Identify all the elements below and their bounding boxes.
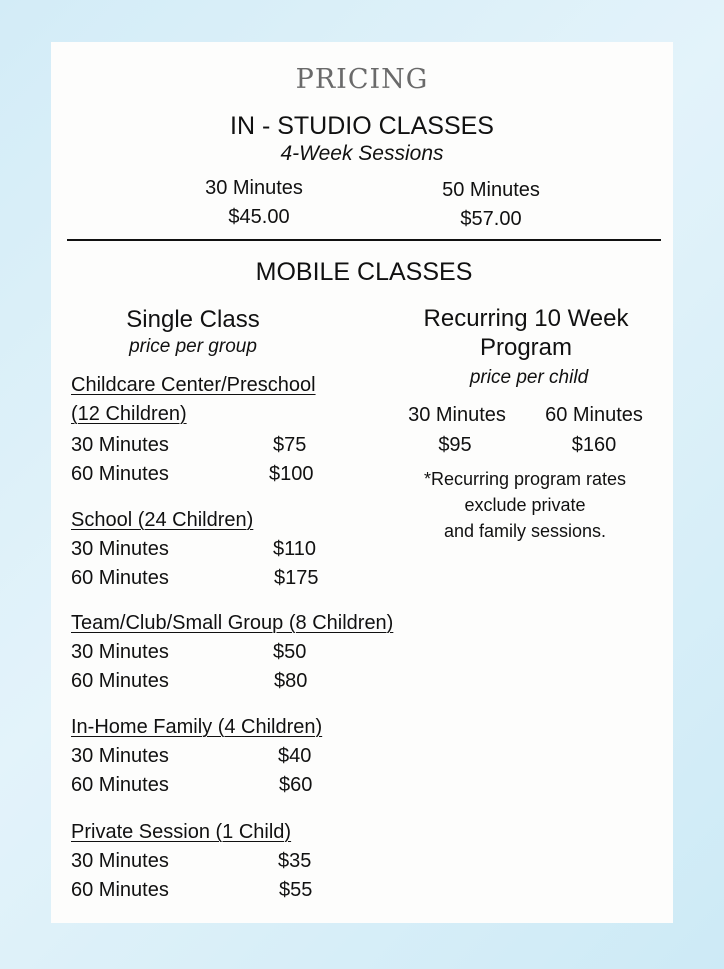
recurring-heading: Recurring 10 Week xyxy=(423,305,629,332)
row-duration: 30 Minutes xyxy=(71,434,169,456)
row-duration: 30 Minutes xyxy=(71,850,169,872)
row-price: $175 xyxy=(274,567,319,589)
row-duration: 30 Minutes xyxy=(71,538,169,560)
row-duration: 60 Minutes xyxy=(71,774,169,796)
studio-option-duration: 50 Minutes xyxy=(442,179,540,201)
group-label-family: In-Home Family (4 Children) xyxy=(71,716,323,738)
group-label-team: Team/Club/Small Group (8 Children) xyxy=(71,612,394,634)
group-label-childcare: Childcare Center/Preschool xyxy=(71,374,316,396)
row-price: $40 xyxy=(278,745,312,767)
row-price: $110 xyxy=(273,538,317,560)
single-class-subheading: price per group xyxy=(129,336,257,357)
row-price: $75 xyxy=(273,434,307,456)
studio-heading: IN - STUDIO CLASSES xyxy=(230,112,494,140)
row-price: $55 xyxy=(279,879,313,901)
section-divider xyxy=(67,239,661,241)
group-label-private: Private Session (1 Child) xyxy=(71,821,292,843)
row-duration: 30 Minutes xyxy=(71,641,169,663)
row-price: $60 xyxy=(279,774,313,796)
group-label-school: School (24 Children) xyxy=(71,509,254,531)
mobile-heading: MOBILE CLASSES xyxy=(255,258,473,286)
recurring-option-duration: 60 Minutes xyxy=(545,404,643,426)
single-class-heading: Single Class xyxy=(126,306,260,333)
studio-option-price: $57.00 xyxy=(460,208,522,230)
recurring-note-line: and family sessions. xyxy=(443,521,607,541)
recurring-note-line: *Recurring program rates xyxy=(423,469,627,489)
pricing-card xyxy=(51,42,673,923)
row-price: $80 xyxy=(274,670,308,692)
recurring-subheading: price per child xyxy=(469,367,589,388)
row-price: $35 xyxy=(278,850,312,872)
recurring-heading-line2: Program xyxy=(479,334,573,361)
recurring-option-price: $95 xyxy=(438,434,472,456)
row-price: $50 xyxy=(273,641,307,663)
recurring-option-duration: 30 Minutes xyxy=(408,404,506,426)
recurring-option-price: $160 xyxy=(571,434,617,456)
row-price: $100 xyxy=(269,463,314,485)
row-duration: 60 Minutes xyxy=(71,567,169,589)
row-duration: 60 Minutes xyxy=(71,670,169,692)
row-duration: 30 Minutes xyxy=(71,745,169,767)
studio-option-duration: 30 Minutes xyxy=(205,177,303,199)
row-duration: 60 Minutes xyxy=(71,463,169,485)
studio-option-price: $45.00 xyxy=(228,206,290,228)
recurring-note-line: exclude private xyxy=(464,495,586,515)
group-label-childcare-count: (12 Children) xyxy=(71,403,187,425)
page-title: PRICING xyxy=(295,64,429,95)
studio-subheading: 4-Week Sessions xyxy=(280,142,444,165)
row-duration: 60 Minutes xyxy=(71,879,169,901)
